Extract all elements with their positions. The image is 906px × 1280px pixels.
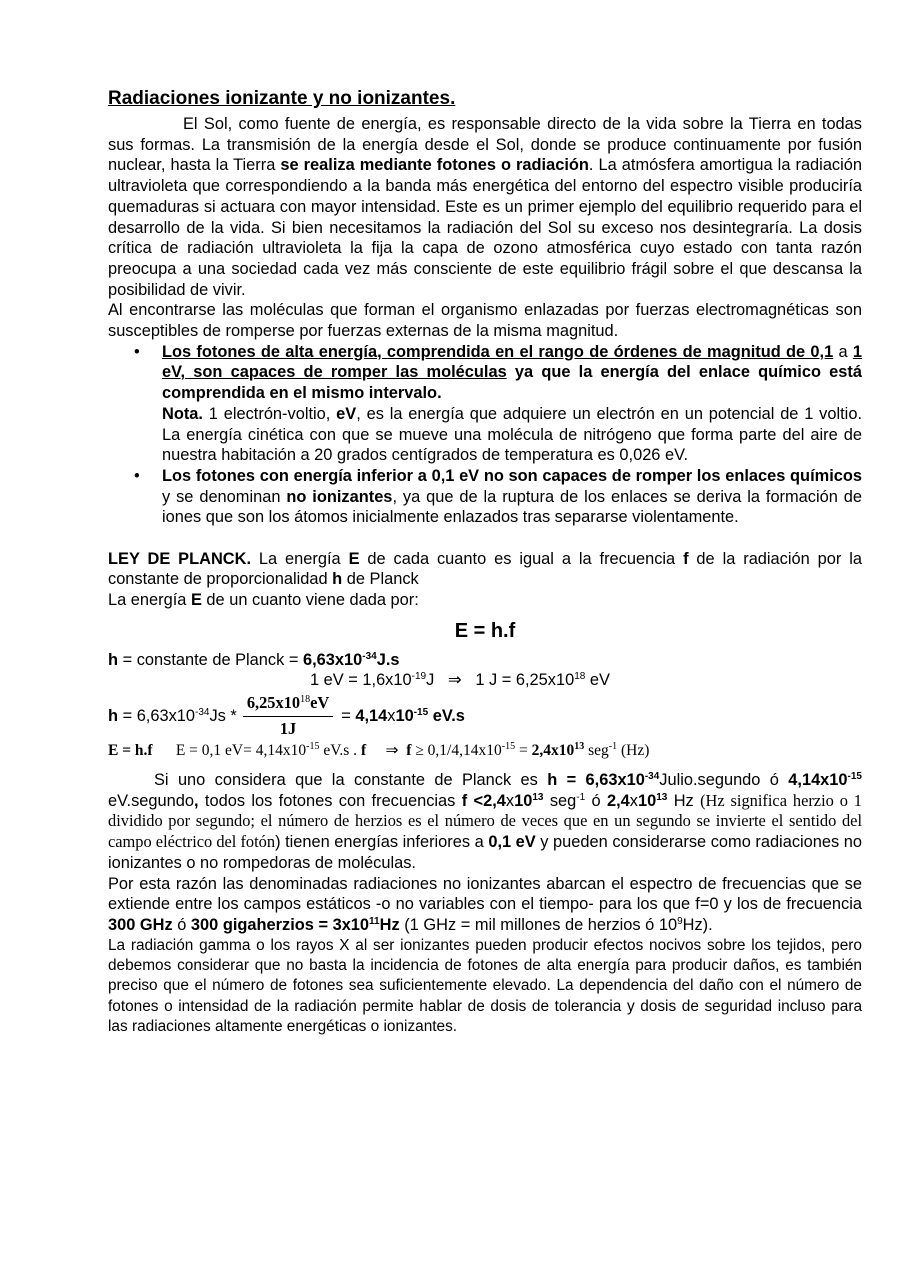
text-run: 6,25	[246, 692, 276, 712]
text-run: E = h.f	[108, 742, 153, 760]
text-run: El Sol, como fuente de energía, es responsable directo de la vida sobre la Tierra en todas sus formas. La transmisión de la energía desde el Sol, donde se produce continuamente por fusión nuclear, hasta la Tierra	[108, 115, 862, 175]
paragraph-energy-given	[108, 590, 862, 611]
fraction-denominator: 1J	[279, 718, 297, 738]
text-run: ≥ 0,1/4,14x10	[411, 742, 502, 760]
text-run: h = 6,63x10	[547, 771, 645, 790]
text-run: Nota.	[162, 404, 203, 423]
text-run: ) tienen energías inferiores a	[275, 833, 489, 852]
text-run: 11	[369, 916, 380, 927]
text-run: eV	[585, 671, 610, 690]
text-run: 4,14	[355, 706, 388, 725]
text-run: Al encontrarse las moléculas que forman el organismo enlazadas por fuerzas electromagnéticas son susceptibles de romperse por fuerzas externas de la misma magnitud.	[108, 301, 862, 341]
paragraph-gamma	[108, 936, 862, 1037]
text-run: -34	[195, 706, 210, 718]
text-run: x	[629, 791, 638, 810]
text-run: 2,4	[606, 791, 630, 810]
list-item-high-energy	[134, 342, 862, 466]
text-run: Los fotones de alta energía, comprendida en el rango de órdenes de magnitud de 0,1	[162, 342, 834, 361]
text-run: La radiación gamma o los rayos X al ser ionizantes pueden producir efectos nocivos sobre los tejidos, pero debemos considerar que no basta la incidencia de fotones de alta energía para producir daños, es también preciso que el número de fotones sea suficientemente elevado. La dependencia del daño con el número de fotones o intensidad de la radiación permite hablar de dosis de tolerancia y dosis de seguridad incluso para las radiaciones altamente energéticas o ionizantes.	[108, 936, 862, 1035]
text-run: La energía	[108, 591, 191, 610]
text-run: f	[360, 742, 367, 760]
text-run: de la radiación por la constante de proporcionalidad	[108, 549, 862, 589]
text-run: ya que la energía del enlace químico está comprendida en el mismo intervalo.	[162, 363, 862, 403]
planck-ev-calculation	[108, 693, 862, 739]
text-run: = 6,63x10	[118, 706, 196, 725]
text-run: a	[833, 342, 853, 361]
text-run: x	[387, 706, 396, 725]
text-run: ó	[172, 916, 191, 934]
document-content	[108, 86, 862, 1037]
spacer	[108, 528, 862, 549]
text-run: eV.s .	[319, 742, 361, 760]
text-run: Los fotones con energía inferior a 0,1 eV no son capaces de romper los enlaces químicos	[162, 466, 862, 485]
text-run: Julio.segundo ó	[659, 771, 789, 790]
text-run: = constante de Planck =	[118, 650, 303, 669]
text-run: -1	[608, 741, 618, 753]
text-run: Hz	[667, 791, 701, 810]
document-title: Radiaciones ionizante y no ionizantes.	[108, 88, 456, 109]
text-run: ,	[180, 363, 186, 382]
text-run: 6,63x10	[303, 650, 363, 669]
text-run: 9	[677, 916, 683, 927]
paragraph-sun	[108, 114, 862, 300]
bullet-icon: •	[134, 342, 140, 361]
text-run: ,	[194, 791, 199, 810]
text-run: h	[332, 570, 343, 589]
text-run: h	[108, 706, 119, 725]
text-run: , ya que de la ruptura de los enlaces se deriva la formación de iones que son los átomos inicialmente enlazados tras separarse violentamente.	[162, 487, 862, 527]
text-run: (Hz significa herzio o 1 dividido por segundo; el número de herzios es el número de veces que en un segundo se invierte el sentido del campo eléctrico del fotón	[108, 790, 863, 852]
text-run: f <2,4	[461, 791, 506, 810]
text-run: E	[190, 591, 202, 610]
text-run: -15	[413, 706, 429, 718]
ev-conversion-line	[108, 670, 862, 691]
text-run: 10	[637, 791, 657, 810]
text-run: 13	[532, 791, 544, 803]
list-item-text	[162, 467, 862, 526]
paragraph-threshold	[108, 770, 862, 874]
list-item-text	[162, 343, 862, 402]
text-run: -1	[576, 791, 586, 803]
text-run: Hz).	[682, 916, 713, 934]
text-run: eV.s	[428, 706, 465, 725]
text-run: eV.segundo	[108, 791, 194, 810]
text-run: Por esta razón las denominadas radiaciones no ionizantes abarcan el espectro de frecuencias que se extiende entre los campos estáticos -o no variables con el tiempo- para los que f=0 y los de frecuencia	[108, 874, 862, 914]
text-run: f	[683, 549, 689, 568]
text-run: 13	[574, 741, 585, 753]
bullet-icon: •	[134, 466, 140, 485]
text-run: 2,4x10	[531, 742, 575, 760]
text-run: , es la energía que adquiere un electrón en un potencial de 1 voltio. La energía cinética con que se mueve una molécula de nitrógeno que forma parte del aire de nuestra habitación a 20 grados centígrados de temperatura es 0,026 eV.	[162, 404, 862, 465]
text-run: 4,14x10	[788, 771, 848, 790]
text-run: no ionizantes	[286, 487, 393, 506]
calc-right	[341, 706, 465, 727]
text-run: Js *	[209, 706, 237, 725]
text-run: de cada cuanto es igual a la frecuencia	[359, 549, 684, 568]
text-run: J.s	[376, 650, 400, 669]
frequency-calculation-line	[108, 741, 862, 762]
text-run: todos los fotones con frecuencias	[198, 791, 462, 810]
paragraph-spectrum	[108, 874, 862, 936]
text-run: y se denominan	[162, 487, 287, 506]
bullet-list	[108, 342, 862, 528]
text-run: 18	[300, 693, 311, 705]
text-run: seg	[584, 742, 609, 760]
text-run: eV	[336, 404, 357, 423]
fraction-numerator	[243, 693, 333, 717]
paragraph-molecules	[108, 300, 862, 341]
text-run: 10	[395, 706, 414, 725]
text-run: de un cuanto viene dada por:	[201, 591, 419, 610]
fraction	[243, 693, 333, 739]
text-run: J ⇒ 1 J = 6,25x10	[426, 671, 575, 690]
text-run: ó	[585, 791, 607, 810]
text-run: -19	[411, 671, 427, 683]
formula-energy: E = h.f	[454, 619, 516, 642]
text-run: de Planck	[342, 570, 419, 589]
text-run: (Hz)	[617, 742, 650, 760]
text-run: eV	[310, 692, 330, 712]
text-run: 0,1 eV	[488, 833, 536, 852]
text-run: son capaces de romper las moléculas	[185, 363, 507, 382]
text-run: La energía	[251, 549, 349, 568]
text-run: -34	[362, 650, 377, 662]
text-run: seg	[543, 791, 577, 810]
text-run: LEY DE PLANCK.	[108, 549, 252, 568]
text-run: y pueden considerarse como radiaciones no ionizantes o no rompedoras de moléculas.	[108, 833, 862, 872]
text-run: =	[515, 742, 532, 760]
text-run: 1 eV	[162, 342, 862, 382]
text-run: -15	[501, 741, 516, 753]
text-run: h	[108, 650, 119, 669]
list-item-low-energy	[134, 466, 862, 528]
text-run: -15	[306, 741, 320, 753]
text-run: =	[341, 706, 356, 725]
text-run: Hz	[379, 916, 400, 934]
paragraph-planck-law	[108, 549, 862, 590]
text-run: Si uno considera que la constante de Planck es	[154, 771, 548, 790]
text-run: x10	[275, 692, 301, 712]
note-text	[162, 405, 862, 464]
text-run: 18	[574, 671, 586, 683]
text-run: 13	[656, 791, 668, 803]
text-run: se realiza mediante fotones o radiación	[280, 156, 589, 175]
text-run: f	[406, 742, 412, 760]
text-run: E = 0,1 eV= 4,14x10	[152, 742, 307, 760]
planck-constant-line	[108, 650, 862, 671]
text-run: 300 GHz	[108, 916, 173, 934]
text-run: 300 gigaherzios = 3x10	[190, 916, 370, 934]
text-run: (1 GHz = mil millones de herzios ó 10	[399, 916, 678, 934]
text-run: 10	[514, 791, 533, 810]
text-run: x	[505, 791, 515, 810]
text-run: 1 eV = 1,6x10	[310, 671, 412, 690]
text-run: ⇒	[366, 742, 407, 760]
text-run: -34	[644, 771, 660, 783]
text-run: -15	[847, 771, 862, 783]
text-run: . La atmósfera amortigua la radiación ultravioleta que correspondiendo a la banda más energética del entorno del espectro visible produciría quemaduras si actuara con mayor intensidad. Este es un primer ejemplo del equilibrio requerido para el desarrollo de la vida. Si bien necesitamos la radiación del Sol su exceso nos desintegraría. La dosis crítica de radiación ultravioleta la fija la capa de ozono atmosférica cuyo estado con tanta razón preocupa a una sociedad cada vez más consciente de este equilibrio frágil sobre el que descansa la posibilidad de vivir.	[108, 156, 863, 299]
text-run: 1 electrón-voltio,	[202, 404, 337, 423]
calc-left	[108, 706, 237, 727]
text-run: E	[348, 549, 360, 568]
